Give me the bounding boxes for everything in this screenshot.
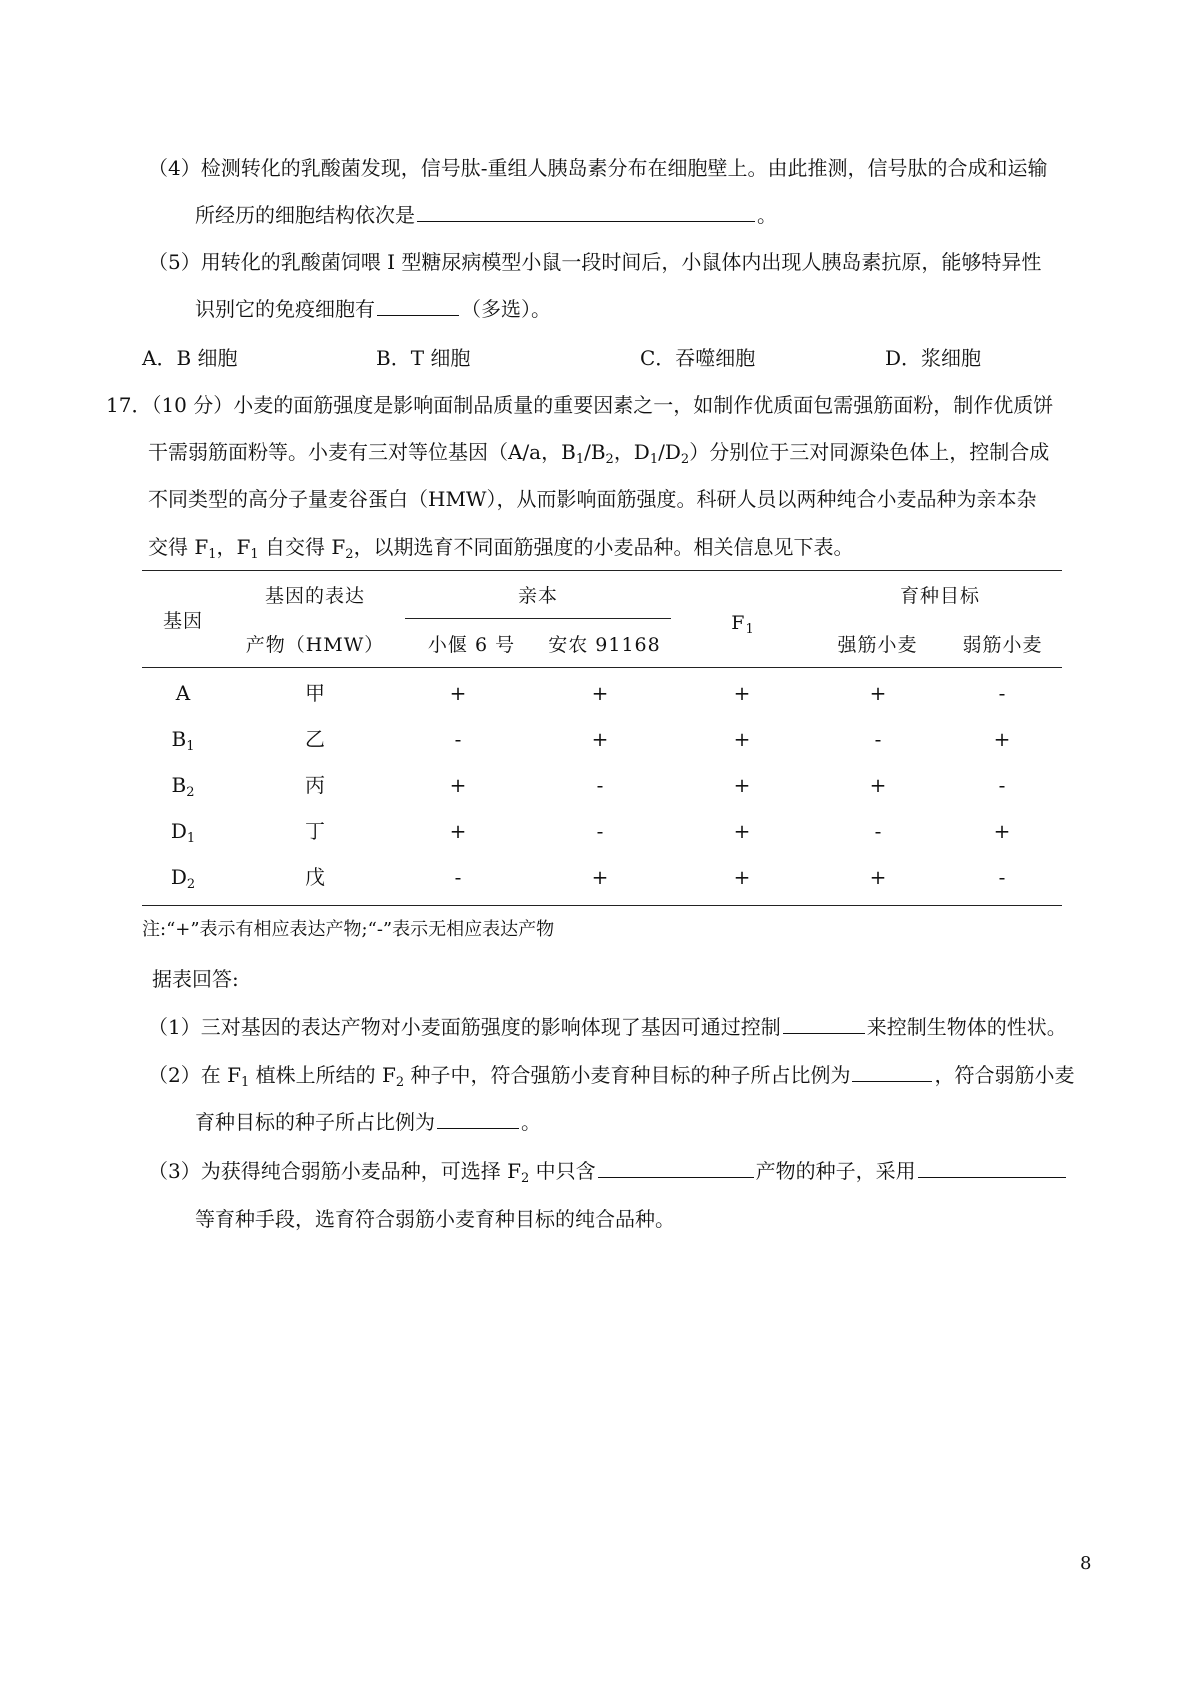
subscript: 1	[250, 547, 259, 562]
text-span: B	[171, 727, 187, 751]
answer-blank[interactable]	[377, 295, 459, 316]
parents-underline	[405, 618, 671, 619]
text-span: /D	[658, 440, 681, 464]
table-header-rule	[142, 667, 1062, 668]
text-span: ，符合弱筋小麦	[934, 1063, 1075, 1087]
page-number: 8	[1080, 1553, 1092, 1574]
row-product: 丁	[305, 819, 325, 843]
q16-part4-text2: 所经历的细胞结构依次是	[195, 203, 415, 227]
row-parent1: +	[449, 681, 467, 705]
subscript: 1	[186, 831, 196, 846]
q16-part5-text2: 识别它的免疫细胞有	[195, 297, 375, 321]
row-parent2: -	[596, 819, 604, 843]
q16-part4-text: 检测转化的乳酸菌发现，信号肽-重组人胰岛素分布在细胞壁上。由此推测，信号肽的合成和运输	[200, 156, 1048, 180]
subscript: 2	[345, 547, 354, 562]
q16-part5-text: 用转化的乳酸菌饲喂 I 型糖尿病模型小鼠一段时间后，小鼠体内出现人胰岛素抗原，能够特异性	[200, 250, 1042, 274]
subscript: 1	[745, 622, 755, 637]
text-span: ，F	[216, 535, 251, 559]
answer-blank[interactable]	[783, 1013, 865, 1034]
row-gene: A	[175, 681, 191, 705]
header-breeding-goal: 育种目标	[899, 585, 980, 607]
row-weak: +	[993, 819, 1011, 843]
answers-lead: 据表回答:	[152, 967, 239, 991]
row-f1: +	[733, 727, 751, 751]
q16-part5-line2	[195, 295, 551, 323]
text-span: 植株上所结的 F	[249, 1063, 396, 1087]
row-weak: +	[993, 727, 1011, 751]
row-strong: -	[874, 819, 882, 843]
text-span: ，以期选育不同面筋强度的小麦品种。相关信息见下表。	[353, 535, 854, 559]
subscript: 1	[208, 547, 217, 562]
answer-1-number: （1）	[148, 1015, 201, 1039]
text-span: 中只含	[529, 1159, 596, 1183]
row-weak: -	[998, 865, 1006, 889]
text-span: 育种目标的种子所占比例为	[195, 1110, 435, 1134]
header-weak-wheat: 弱筋小麦	[962, 634, 1043, 656]
row-strong: +	[869, 773, 887, 797]
option-b: B．T 细胞	[376, 346, 471, 370]
answer-2-number: （2）	[148, 1063, 201, 1087]
row-f1: +	[733, 819, 751, 843]
text-span: ）分别位于三对同源染色体上，控制合成	[689, 440, 1050, 464]
answer-3-line2: 等育种手段，选育符合弱筋小麦育种目标的纯合品种。	[195, 1207, 675, 1231]
text-span: 来控制生物体的性状。	[866, 1015, 1067, 1039]
text-span: F	[731, 612, 746, 634]
subscript: 1	[186, 739, 195, 754]
header-parents: 亲本	[517, 585, 558, 607]
row-gene	[148, 818, 218, 844]
row-parent1: +	[449, 773, 467, 797]
table-top-rule	[142, 570, 1062, 571]
header-parent-2: 安农 91168	[548, 634, 661, 656]
subscript: 1	[575, 452, 585, 467]
answer-blank[interactable]	[852, 1061, 932, 1082]
q16-part4-line2	[195, 201, 777, 229]
text-span: B	[171, 773, 187, 797]
q16-part5-number: （5）	[148, 250, 201, 274]
text-span: D	[170, 865, 187, 889]
row-weak: -	[998, 773, 1006, 797]
header-product: 产物（HMW）	[245, 634, 385, 656]
q16-part4-end: 。	[757, 203, 777, 227]
row-f1: +	[733, 681, 751, 705]
text-span: 种子中，符合强筋小麦育种目标的种子所占比例为	[404, 1063, 851, 1087]
option-c: C．吞噬细胞	[640, 346, 756, 370]
answer-blank[interactable]	[598, 1157, 754, 1178]
row-f1: +	[733, 865, 751, 889]
q17-intro-line4	[148, 533, 854, 561]
subscript: 1	[649, 452, 659, 467]
text-span: 在 F	[200, 1063, 241, 1087]
answer-blank[interactable]	[437, 1108, 519, 1129]
q17-intro-line3: 不同类型的高分子量麦谷蛋白（HMW），从而影响面筋强度。科研人员以两种纯合小麦品种为亲本杂	[148, 487, 1037, 511]
q16-part4-line1	[148, 154, 1048, 182]
row-product: 甲	[305, 681, 325, 705]
row-f1: +	[733, 773, 751, 797]
table-bottom-rule	[142, 905, 1062, 906]
subscript: 2	[395, 1075, 405, 1090]
row-parent2: +	[591, 865, 609, 889]
header-f1	[703, 610, 783, 636]
q16-part5-end: （多选）。	[461, 297, 551, 321]
header-parent-1: 小偃 6 号	[427, 634, 516, 656]
q16-part5-line1	[148, 248, 1041, 276]
subscript: 2	[186, 877, 196, 892]
subscript: 2	[520, 1171, 530, 1186]
text-span: 自交得 F	[258, 535, 346, 559]
row-parent1: -	[454, 727, 462, 751]
row-strong: -	[874, 727, 882, 751]
row-gene	[148, 726, 218, 752]
row-strong: +	[869, 681, 887, 705]
text-span: 为获得纯合弱筋小麦品种，可选择 F	[200, 1159, 521, 1183]
row-strong: +	[869, 865, 887, 889]
option-a: A．B 细胞	[142, 346, 238, 370]
header-expression: 基因的表达	[264, 585, 365, 607]
text-span: ，D	[613, 440, 650, 464]
answer-2-line2	[195, 1108, 541, 1136]
row-parent1: -	[454, 865, 462, 889]
text-span: 产物的种子，采用	[755, 1159, 916, 1183]
text-span: /B	[584, 440, 606, 464]
row-gene	[148, 864, 218, 890]
row-parent1: +	[449, 819, 467, 843]
answer-3-number: （3）	[148, 1159, 201, 1183]
q17-intro-line2	[148, 438, 1049, 466]
row-weak: -	[998, 681, 1006, 705]
row-product: 戊	[305, 865, 325, 889]
answer-blank[interactable]	[918, 1157, 1066, 1178]
row-parent2: +	[591, 727, 609, 751]
q17-intro-line1: 17．（10 分）小麦的面筋强度是影响面制品质量的重要因素之一，如制作优质面包需强筋面粉，制作优质饼	[106, 393, 1054, 417]
subscript: 1	[240, 1075, 250, 1090]
table-note: 注:“+”表示有相应表达产物;“-”表示无相应表达产物	[142, 919, 555, 940]
text-span: 干需弱筋面粉等。小麦有三对等位基因（A/a，B	[148, 440, 576, 464]
subscript: 2	[186, 785, 195, 800]
header-gene: 基因	[162, 610, 203, 632]
q16-part4-number: （4）	[148, 156, 201, 180]
text-span: D	[170, 819, 187, 843]
row-gene	[148, 772, 218, 798]
option-d: D．浆细胞	[885, 346, 982, 370]
answer-blank[interactable]	[417, 201, 755, 222]
row-product: 乙	[305, 727, 325, 751]
answer-2-line1	[148, 1061, 1074, 1089]
text-span: 交得 F	[148, 535, 209, 559]
answer-1	[148, 1013, 1067, 1041]
row-product: 丙	[305, 773, 325, 797]
header-strong-wheat: 强筋小麦	[837, 634, 918, 656]
subscript: 2	[680, 452, 690, 467]
answer-3-line1	[148, 1157, 1068, 1185]
row-parent2: -	[596, 773, 604, 797]
subscript: 2	[605, 452, 614, 467]
text-span: 三对基因的表达产物对小麦面筋强度的影响体现了基因可通过控制	[200, 1015, 781, 1039]
text-span: 。	[521, 1110, 541, 1134]
row-parent2: +	[591, 681, 609, 705]
